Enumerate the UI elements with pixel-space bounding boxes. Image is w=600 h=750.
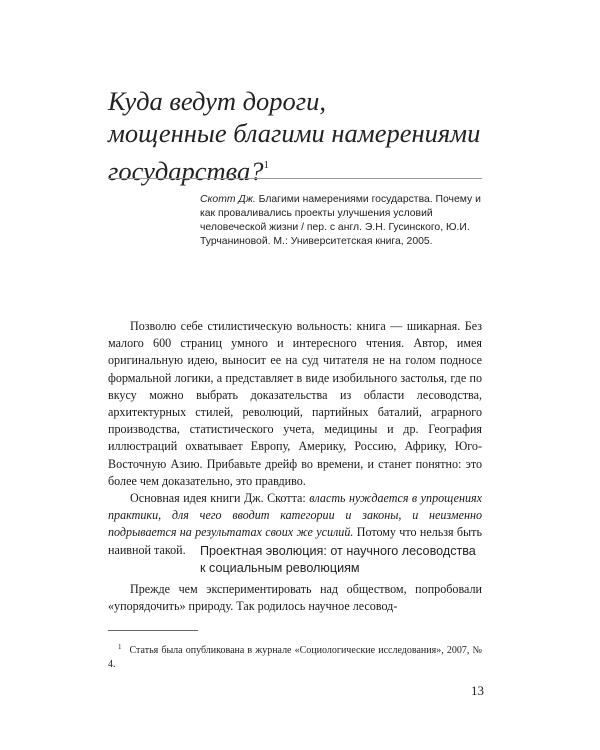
body-text-continued bbox=[108, 581, 482, 615]
citation-text: Благими намерениями государства. Почему и как проваливались проекты улучшения условий человеческой жизни / пер. с англ. Э.Н. Гусинского, Ю.И. Турчаниновой. М.: Университетская книга, 2005. bbox=[200, 194, 481, 247]
footnote-divider bbox=[108, 630, 198, 631]
subheading-line-1: Проектная эволюция: от научного лесоводства bbox=[200, 544, 476, 558]
title-divider bbox=[108, 178, 482, 179]
section-subheading bbox=[200, 543, 500, 577]
subheading-line-2: к социальным революциям bbox=[200, 561, 360, 575]
footnote-mark: 1 bbox=[118, 643, 122, 651]
footnote-text: Статья была опубликована в журнале «Социологические исследования», 2007, № 4. bbox=[108, 645, 482, 670]
title-line-3 bbox=[108, 149, 548, 187]
book-citation bbox=[200, 193, 490, 249]
page-number: 13 bbox=[471, 683, 484, 698]
paragraph-3: Прежде чем экспериментировать над обществом, попробовали «упорядочить» природу. Так родилось научное лесовод- bbox=[108, 582, 482, 614]
footnote bbox=[108, 640, 482, 672]
title-line-3-text: государства? bbox=[108, 156, 264, 186]
paragraph-2-italic: власть нуждается в упрощениях практики, для чего вводит категории и законы, и неизменно подрывается на результатах своих же усилий. bbox=[108, 491, 482, 540]
body-text bbox=[108, 318, 482, 559]
title-line-2: мощенные благими намерениями bbox=[108, 118, 481, 148]
paragraph-2-start: Основная идея книги Дж. Скотта: bbox=[130, 491, 310, 506]
title-line-1: Куда ведут дороги, bbox=[108, 86, 326, 116]
paragraph-2-end: Потому что нельзя быть наивной такой. bbox=[108, 525, 482, 557]
citation-author: Скотт Дж. bbox=[200, 194, 256, 205]
paragraph-1: Позволю себе стилистическую вольность: книга — шикарная. Без малого 600 страниц умного и интересного чтения. Автор, имея оригинальную идею, выносит ее на суд читателя не на голом подносе формальной логики, а представляет в виде изобильного застолья, где по вкусу можно выбрать доказательства из области лесоводства, архитектурных стилей, революций, партийных баталий, аграрного производства, статистического учета, медицины и др. География иллюстраций охватывает Европу, Америку, Россию, Африку, Юго-Восточную Азию. Прибавьте дрейф во времени, и станет понятно: это более чем доказательно, это правдиво. bbox=[108, 319, 482, 488]
title-footnote-mark: 1 bbox=[263, 159, 269, 171]
chapter-title bbox=[108, 85, 548, 187]
